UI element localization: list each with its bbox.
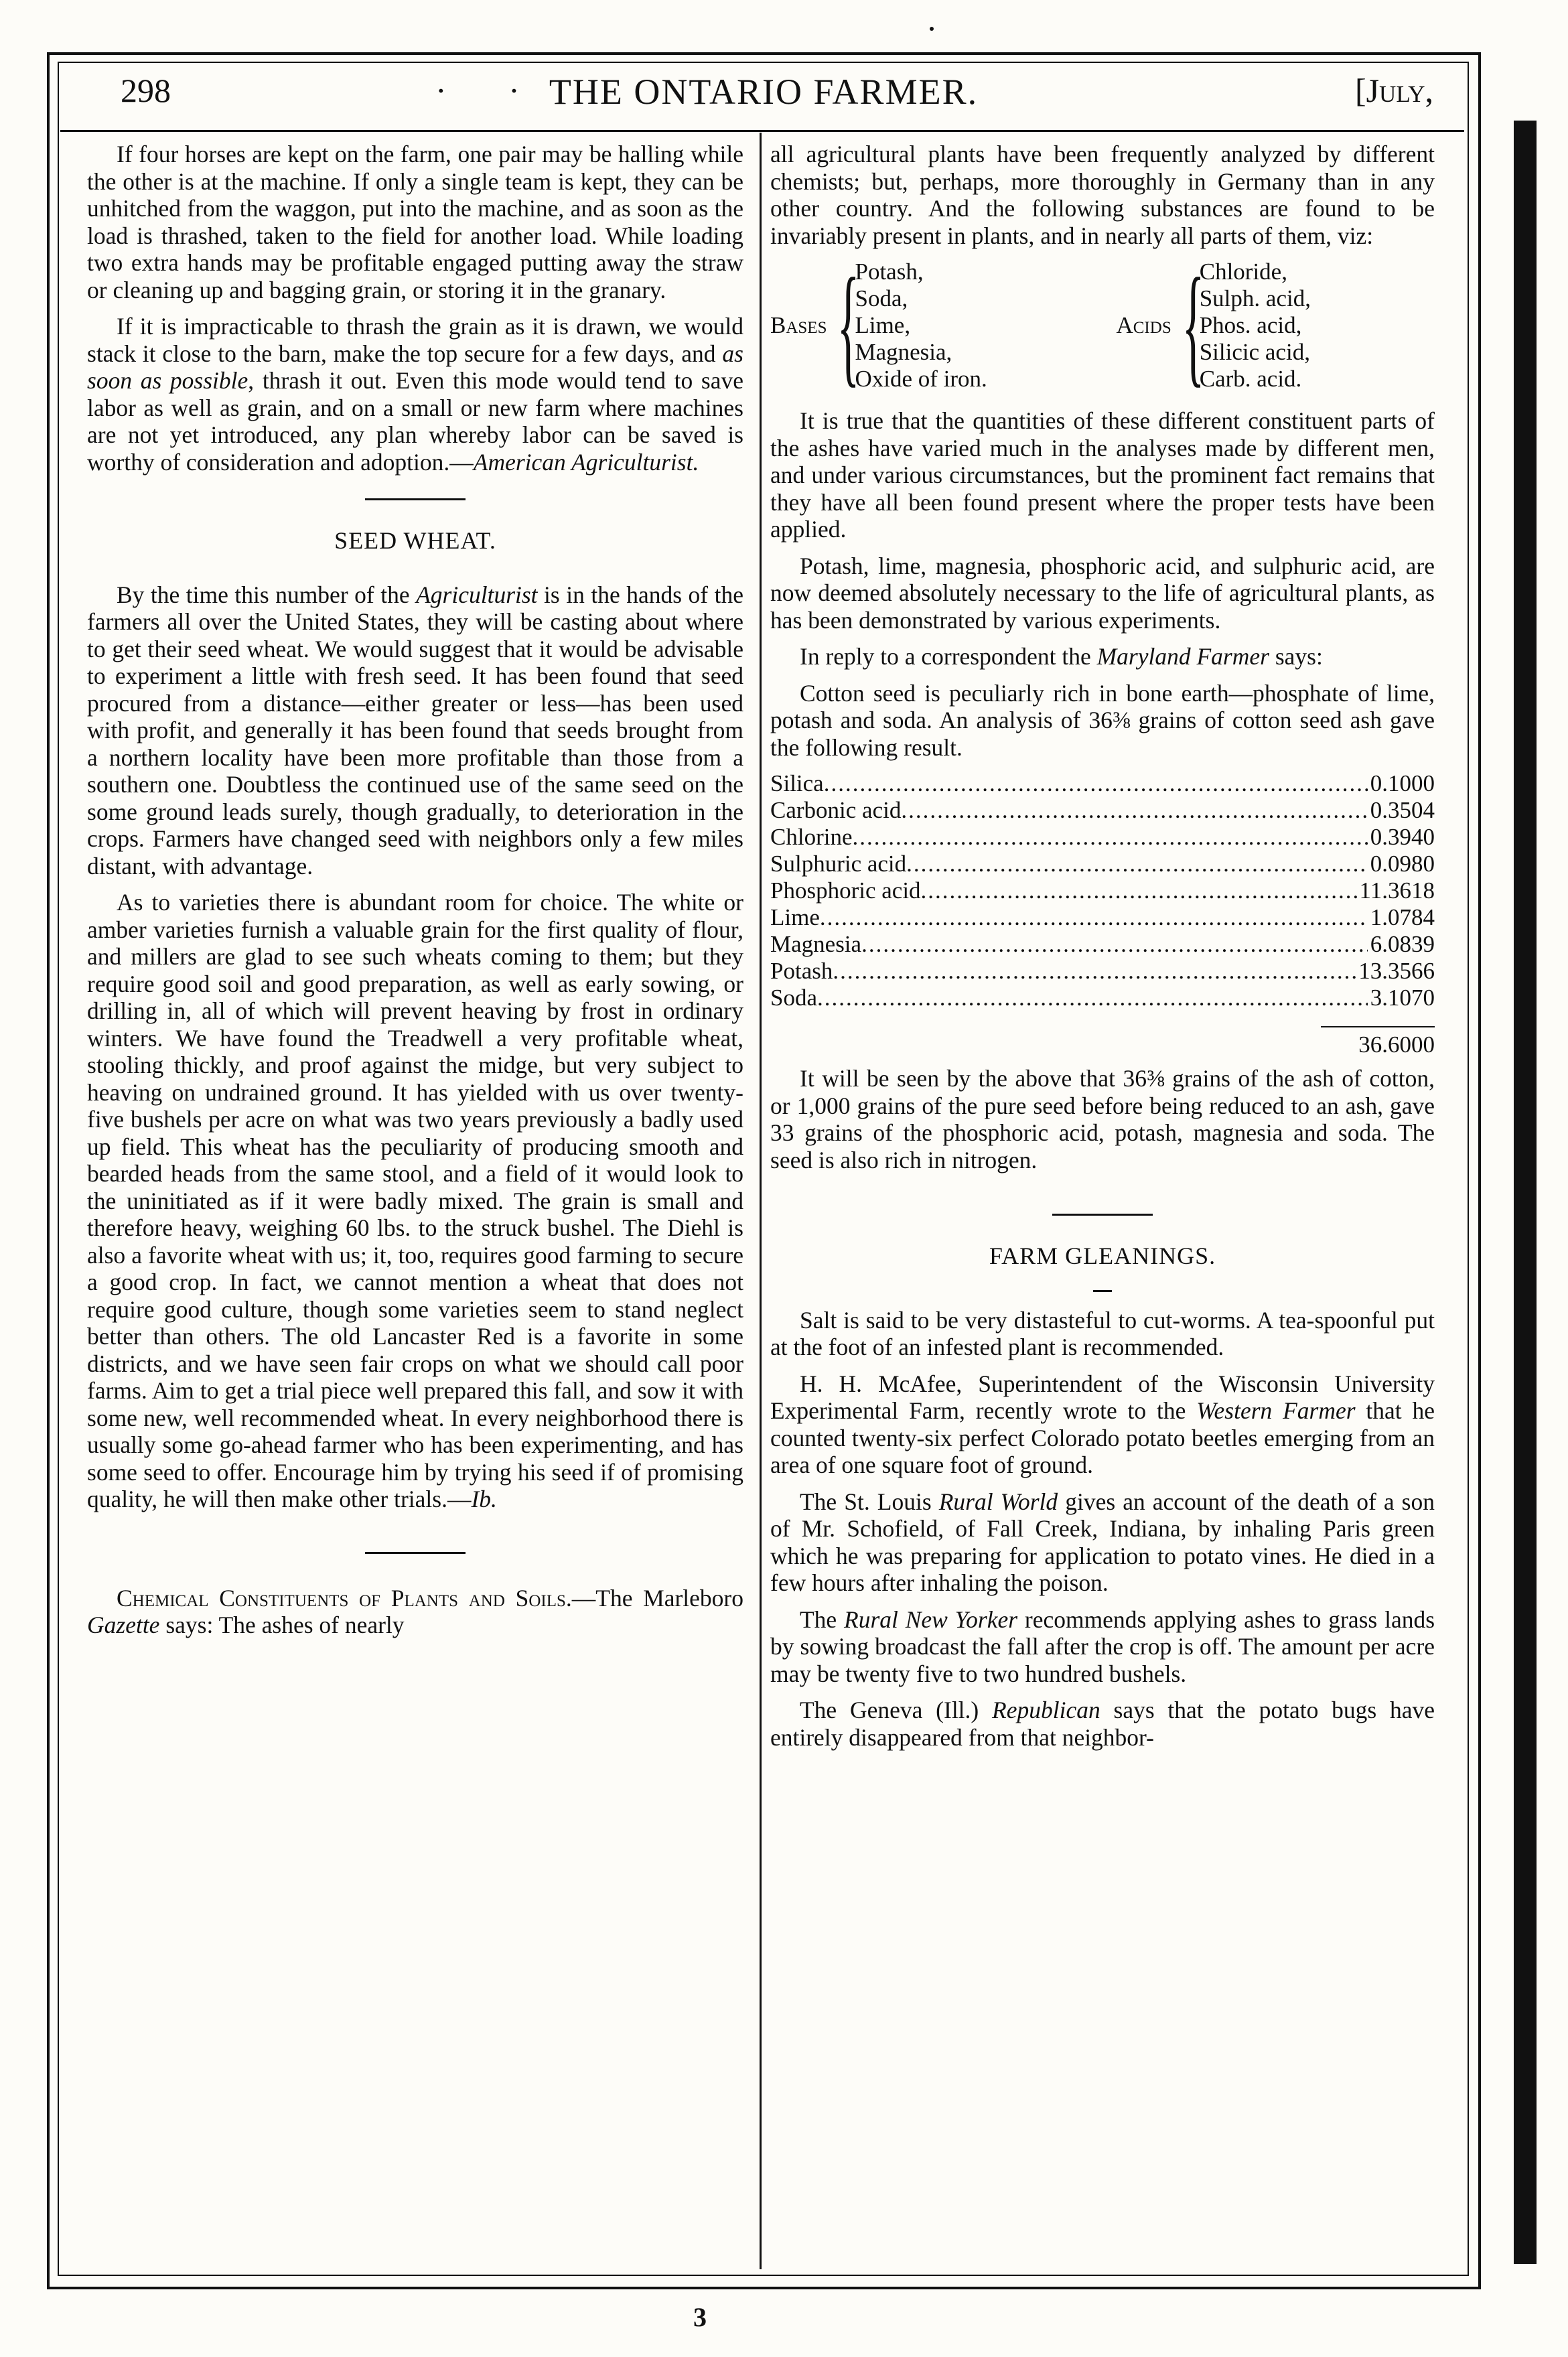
row-value: 6.0839 [1370, 931, 1435, 957]
row-value: 0.0980 [1370, 851, 1435, 877]
base-item: Potash, [855, 259, 924, 285]
paragraph-thrash: If it is impracticable to thrash the grain as it is drawn, we would stack it close to the barn, make the top secure for a few days, and as soon as possible, thrash it out. Even this mode would tend to save labor as well as grain, and on a small or new farm where machines are not yet introduced, any plan whereby labor can be saved is worthy of consideration and adoption.—American Agriculturist. [87, 313, 744, 476]
table-total: 36.6000 [1358, 1031, 1435, 1058]
acid-item: Silicic acid, [1199, 339, 1310, 365]
row-name: Soda [770, 985, 817, 1011]
gleaning-salt: Salt is said to be very distasteful to cut-worms. A tea-spoonful put at the foot of an infested plant is recommended. [770, 1306, 1435, 1360]
row-name: Sulphuric acid [770, 851, 907, 877]
total-rule [1321, 1026, 1435, 1027]
base-item: Oxide of iron. [855, 366, 987, 392]
bases-label: Bases [770, 312, 827, 338]
paragraph-necessary: Potash, lime, magnesia, phosphoric acid, and sulphuric acid, are now deemed absolutely necessary to the life of agricultural plants, as has been demonstrated by various experiments. [770, 552, 1435, 634]
paragraph-cotton-result: It will be seen by the above that 36⅜ grains of the ash of cotton, or 1,000 grains of the pure seed before being reduced to an ash, gave 33 grains of the phosphoric acid, potash, magnesia and soda. The seed is also rich in nitrogen. [770, 1065, 1435, 1173]
acids-list [1200, 259, 1311, 392]
row-name: Carbonic acid [770, 797, 902, 823]
section-separator [365, 498, 466, 500]
base-item: Magnesia, [855, 339, 952, 365]
acid-item: Carb. acid. [1199, 366, 1302, 392]
section-separator [365, 1552, 466, 1554]
row-value: 0.3940 [1370, 824, 1435, 850]
base-item: Soda, [855, 285, 908, 311]
binding-edge [1514, 121, 1537, 2264]
acids-label: Acids [1116, 312, 1171, 338]
ash-analysis-table [770, 770, 1435, 1058]
gleaning-ashes: The Rural New Yorker recommends applying ashes to grass lands by sowing broadcast the fall after the crop is off. The amount per acre may be twenty five to two hundred bushels. [770, 1605, 1435, 1687]
paragraph-maryland: In reply to a correspondent the Maryland Farmer says: [800, 643, 1323, 670]
paragraph-varieties: As to varieties there is abundant room for choice. The white or amber varieties furnish a valuable grain for the first quality of flour, and millers are glad to see such wheats coming to them; but they require good soil and good preparation, as well as early sowing, or drilling in, all of which will prevent heaving by frost in ordinary winters. We have found the Treadwell a very profitable wheat, stooling thickly, and proof against the midge, but very subject to heaving on undrained ground. It has yielded with us over twenty-five bushels per acre on what was two years previously a badly used up field. This wheat has the peculiarity of producing smooth and bearded heads from the same stool, and a field of it would look to the uninitiated as if it were badly mixed. The grain is small and therefore heavy, weighing 60 lbs. to the struck bushel. The Diehl is also a favorite wheat with us; it, too, requires good farming to secure a good crop. In fact, we cannot mention a wheat that does not require good culture, though some varieties seem to stand neglect better than others. The old Lancaster Red is a favorite in some districts, and we have seen fair crops on what we should call poor farms. Aim to get a trial piece well prepared this fall, and sow it with some new, well recommended wheat. In every neighborhood there is usually some go-ahead farmer who has been experimenting, and has some seed to offer. Encourage him by trying his seed if of promising quality, he will then make other trials.—Ib. [87, 889, 743, 1512]
page-title: THE ONTARIO FARMER. [549, 72, 979, 112]
row-name: Lime [770, 904, 820, 930]
row-value: 13.3566 [1358, 958, 1435, 984]
footer-mark: 3 [693, 2302, 707, 2332]
table-row [770, 931, 1435, 958]
table-row [770, 797, 1435, 824]
acid-item: Chloride, [1199, 259, 1287, 285]
heading-farm-gleanings: FARM GLEANINGS. [989, 1242, 1216, 1269]
table-row [770, 851, 1435, 877]
right-column [770, 141, 1435, 1760]
row-value: 0.1000 [1370, 770, 1435, 796]
heading-dash [1093, 1290, 1112, 1292]
base-item: Lime, [855, 312, 911, 338]
page-month: [July, [1354, 72, 1433, 109]
acid-item: Phos. acid, [1199, 312, 1302, 338]
table-row [770, 877, 1435, 904]
brace-icon: { [837, 251, 860, 399]
row-value: 1.0784 [1370, 904, 1435, 930]
row-value: 0.3504 [1370, 797, 1435, 823]
bases-list [855, 259, 1076, 392]
section-separator [1052, 1214, 1153, 1216]
paragraph-quantities: It is true that the quantities of these different constituent parts of the ashes have varied much in the analyses made by different men, and under various circumstances, but the prominent fact remains that they have all been found present where the proper tests have been applied. [770, 407, 1435, 543]
header-rule [60, 130, 1464, 132]
paragraph-seed-intro: By the time this number of the Agriculturist is in the hands of the farmers all over the United States, they will be casting about where to get their seed wheat. We would suggest that it would be advisable to experiment a little with fresh seed. It has been found that seed procured from a distance—either greater or less—has been used with profit, and generally it has been found that seeds brought from a northern locality have been more profitable than those from a southern one. Doubtless the continued use of the same seed on the some ground leads surely, though gradually, to deterioration in the crops. Farmers have changed seed with neighbors only a few miles distant, with advantage. [87, 581, 743, 879]
header-dots: · · [435, 72, 547, 109]
gleaning-potato-bugs: The Geneva (Ill.) Republican says that the potato bugs have entirely disappeared from that neighbor- [770, 1697, 1435, 1751]
page-number: 298 [121, 72, 171, 109]
column-rule [760, 133, 762, 2269]
row-name: Phosphoric acid [770, 877, 921, 904]
row-name: Silica [770, 770, 824, 796]
brace-icon: { [1182, 251, 1205, 399]
row-name: Potash [770, 958, 833, 984]
row-value: 11.3618 [1359, 877, 1435, 904]
row-name: Magnesia [770, 931, 862, 957]
page-header [80, 67, 1447, 123]
acid-item: Sulph. acid, [1199, 285, 1311, 311]
paragraph-chemical: Chemical Constituents of Plants and Soils.—The Marleboro Gazette says: The ashes of nearly [87, 1584, 743, 1638]
table-row [770, 985, 1435, 1011]
row-value: 3.1070 [1370, 985, 1435, 1011]
paragraph-cotton-seed: Cotton seed is peculiarly rich in bone earth—phosphate of lime, potash and soda. An analysis of 36⅜ grains of cotton seed ash gave the following result. [770, 679, 1435, 761]
table-row [770, 904, 1435, 931]
gleaning-mcafee: H. H. McAfee, Superintendent of the Wisconsin University Experimental Farm, recently wrote to the Western Farmer that he counted twenty-six perfect Colorado potato beetles emerging from an area of one square foot of ground. [770, 1370, 1435, 1478]
paragraph-analysis: all agricultural plants have been frequently analyzed by different chemists; but, perhaps, more thoroughly in Germany than in any other country. And the following substances are found to be invariably present in plants, and in nearly all parts of them, viz: [770, 141, 1435, 249]
gleaning-paris-green: The St. Louis Rural World gives an account of the death of a son of Mr. Schofield, of Fall Creek, Indiana, by inhaling Paris green which he was preparing for application to potato vines. He died in a few hours after inhaling the poison. [770, 1488, 1435, 1596]
left-column [87, 141, 743, 1648]
table-row [770, 824, 1435, 851]
heading-seed-wheat: SEED WHEAT. [334, 527, 496, 554]
bases-acids-list [770, 251, 1435, 399]
table-row [770, 958, 1435, 985]
row-name: Chlorine [770, 824, 853, 850]
top-speck [930, 27, 934, 31]
table-row [770, 770, 1435, 797]
paragraph-horses: If four horses are kept on the farm, one pair may be halling while the other is at the machine. If only a single team is kept, they can be unhitched from the waggon, put into the machine, and as soon as the load is thrashed, taken to the field for another load. While loading two extra hands may be profitable engaged putting away the straw or cleaning up and bagging grain, or storing it in the granary. [87, 141, 743, 303]
